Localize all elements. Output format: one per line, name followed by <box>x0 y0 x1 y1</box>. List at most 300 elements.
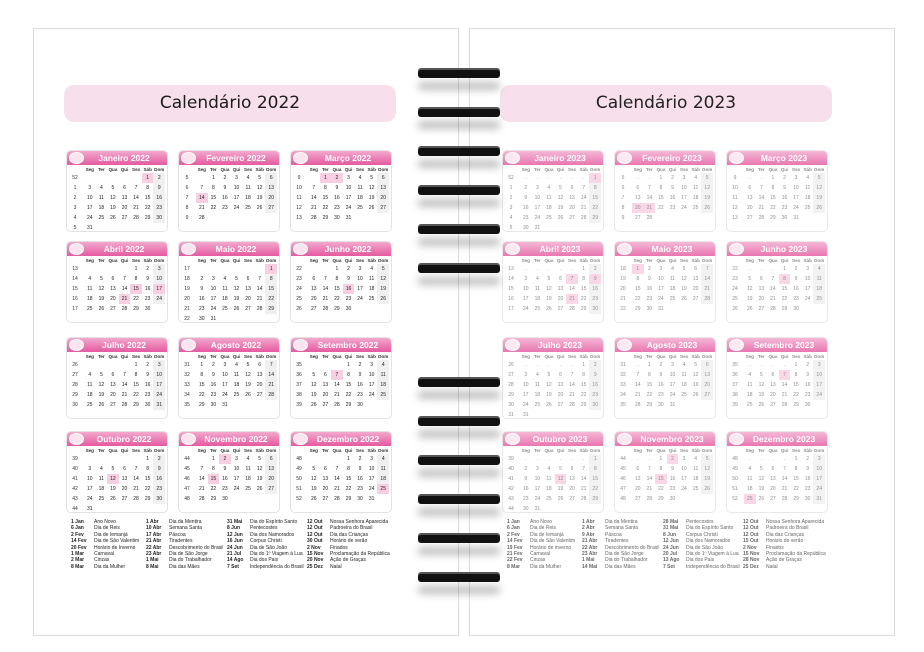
day-cell: 28 <box>781 496 788 502</box>
day-cell: 10 <box>345 185 352 191</box>
day-cell: 29 <box>345 402 352 408</box>
week-number: 47 <box>620 486 626 492</box>
day-cell: 12 <box>758 382 765 388</box>
weekday-label: Ter <box>757 258 765 263</box>
day-cell: 19 <box>546 392 552 398</box>
month-name: Fevereiro 2022 <box>206 153 266 163</box>
week-number: 44 <box>508 506 514 512</box>
day-cell: 13 <box>758 286 765 292</box>
day-cell: 9 <box>647 276 651 282</box>
day-cell: 11 <box>87 382 93 388</box>
day-cell: 31 <box>669 402 676 408</box>
weekday-label: Qui <box>120 448 129 453</box>
day-cell: 18 <box>534 392 541 398</box>
day-cell: 5 <box>246 362 250 368</box>
weekday-label: Sáb <box>143 448 152 453</box>
calendar-page-2022 <box>33 28 459 636</box>
month-calendar <box>178 431 280 513</box>
empty-day <box>320 454 332 464</box>
day-cell: 29 <box>589 494 601 504</box>
day-cell: 15 <box>144 476 151 482</box>
day-cell: 24 <box>345 205 352 211</box>
day-cell: 12 <box>256 185 263 191</box>
holiday-list-column <box>663 519 740 570</box>
day-cell: 6 <box>377 173 389 183</box>
day-cell: 28 <box>334 496 340 502</box>
week-numbers <box>504 454 518 513</box>
day-cell: 23 <box>781 205 788 211</box>
day-cell: 8 <box>582 372 586 378</box>
holiday-name: Corpus Christi <box>686 531 718 538</box>
day-cell: 21 <box>580 486 587 492</box>
day-cell: 12 <box>377 274 389 284</box>
week-number: 30 <box>72 402 78 408</box>
month-header <box>727 151 827 165</box>
day-cell: 21 <box>133 205 139 211</box>
holiday-date: 14 Fev <box>71 538 87 545</box>
week-number: 14 <box>72 276 78 282</box>
day-cell: 24 <box>357 296 363 302</box>
day-cell: 9 <box>671 466 674 472</box>
holiday-date: 25 Dez <box>743 563 759 570</box>
week-number: 32 <box>184 372 190 378</box>
day-cell: 19 <box>98 392 105 398</box>
weekday-label: Sáb <box>367 448 376 453</box>
day-cell: 17 <box>222 382 228 388</box>
day-cell: 11 <box>693 185 699 191</box>
empty-day: . <box>525 456 527 462</box>
day-cell: 12 <box>110 195 116 201</box>
week-number: 41 <box>508 476 514 482</box>
day-cell: 25 <box>377 484 389 494</box>
day-cell: 5 <box>759 372 763 378</box>
day-cell: 29 <box>658 496 664 502</box>
day-cell: 16 <box>153 474 165 484</box>
days-grid <box>196 454 277 513</box>
holiday-name: Dia do 1º Viagem à Lua <box>686 551 739 558</box>
empty-day <box>119 454 131 464</box>
month-calendar <box>290 337 392 419</box>
holiday-date: 12 Out <box>307 519 323 525</box>
day-cell: 18 <box>747 392 753 398</box>
week-numbers <box>728 454 742 504</box>
day-cell: 25 <box>377 390 389 400</box>
day-cell: 28 <box>758 215 765 221</box>
day-cell: 24 <box>658 296 664 302</box>
day-cell: 22 <box>580 392 587 398</box>
day-cell: 19 <box>245 382 251 388</box>
holiday-name: Páscoa <box>169 531 186 538</box>
week-numbers <box>616 360 630 410</box>
month-header <box>727 432 827 446</box>
day-cell: 8 <box>146 466 150 472</box>
day-cell: 15 <box>130 284 142 294</box>
weekday-label: Sáb <box>579 354 588 359</box>
day-cell: 16 <box>343 284 355 294</box>
day-cell: 21 <box>569 392 575 398</box>
empty-day: . <box>548 266 550 272</box>
day-cell: 27 <box>121 496 128 502</box>
holiday-name: Nossa Senhora Aparecida <box>330 519 389 525</box>
day-cell: 27 <box>747 215 753 221</box>
day-cell: 10 <box>681 466 687 472</box>
weekday-label: Seg <box>633 354 642 359</box>
day-cell: 28 <box>580 496 587 502</box>
holiday-date: 16 Jun <box>227 538 243 545</box>
day-cell: 25 <box>233 392 240 398</box>
weekday-label: Dom <box>266 258 277 263</box>
day-cell: 25 <box>692 486 699 492</box>
weekday-label: Dom <box>378 354 389 359</box>
day-cell: 13 <box>557 382 564 388</box>
day-cell: 16 <box>144 286 151 292</box>
day-cell: 30 <box>793 306 799 312</box>
day-cell: 26 <box>692 392 699 398</box>
day-cell: 16 <box>357 382 363 388</box>
day-cell: 7 <box>570 372 574 378</box>
holiday-name: Proclamação da República <box>766 551 826 558</box>
day-cell: 10 <box>681 185 687 191</box>
day-cell: 1 <box>659 175 663 181</box>
holiday-name: Dia do Trabalhador <box>169 557 212 564</box>
holiday-name: Carnaval <box>94 551 115 558</box>
day-cell: 18 <box>87 392 93 398</box>
month-calendar <box>614 337 716 419</box>
week-number: 52 <box>732 496 738 502</box>
day-cell: 19 <box>758 392 765 398</box>
month-name: Março 2023 <box>760 153 808 163</box>
day-cell: 6 <box>570 185 574 191</box>
holiday-name: Dia da Mulher <box>94 563 126 570</box>
weekday-label: Qui <box>556 167 565 172</box>
week-numbers <box>180 360 194 410</box>
weekday-label: Dom <box>702 258 713 263</box>
weekday-label: Seg <box>745 258 754 263</box>
week-number: 34 <box>620 392 626 398</box>
month-name: Dezembro 2022 <box>316 434 380 444</box>
week-number: 37 <box>296 382 302 388</box>
day-cell: 3 <box>813 454 825 464</box>
day-cell: 30 <box>144 402 151 408</box>
weekday-label: Qua <box>332 354 342 359</box>
holiday-name: Ano Novo <box>94 519 116 525</box>
month-calendar <box>502 150 604 232</box>
day-cell: 22 <box>199 392 205 398</box>
holiday-date: 20 Jul <box>663 551 678 558</box>
week-number: 10 <box>732 185 738 191</box>
day-cell: 15 <box>635 286 641 292</box>
day-cell: 15 <box>646 382 653 388</box>
empty-day: . <box>548 175 550 181</box>
day-cell: 15 <box>133 382 139 388</box>
day-cell: 18 <box>222 296 228 302</box>
weekday-label: Sáb <box>255 354 264 359</box>
day-cell: 10 <box>534 476 541 482</box>
holiday-name: Cinzas <box>530 557 546 564</box>
day-cell: 24 <box>153 294 165 304</box>
day-cell: 7 <box>647 185 651 191</box>
day-cell: 5 <box>99 372 103 378</box>
holiday-name: Dia de Reis <box>530 525 556 532</box>
holiday-date: 28 Mai <box>663 519 679 525</box>
weekday-label: Dom <box>814 258 825 263</box>
day-cell: 26 <box>256 205 263 211</box>
day-cell: 25 <box>357 205 363 211</box>
empty-day: . <box>571 362 573 368</box>
weekday-label: Seg <box>309 167 318 172</box>
day-cell: 26 <box>368 205 375 211</box>
empty-day <box>231 264 243 274</box>
day-cell: 8 <box>146 185 150 191</box>
day-cell: 1 <box>347 456 350 462</box>
holiday-date: 21 Abr <box>582 538 598 545</box>
empty-day <box>320 360 332 370</box>
day-cell: 11 <box>534 286 540 292</box>
empty-day: . <box>772 456 774 462</box>
day-cell: 17 <box>368 382 375 388</box>
empty-day <box>308 454 320 464</box>
day-cell: 21 <box>758 205 765 211</box>
weekday-label: Qui <box>668 167 677 172</box>
weekday-label: Sex <box>568 258 577 263</box>
weekday-header <box>84 167 165 172</box>
day-cell: 22 <box>144 486 151 492</box>
day-cell: 27 <box>311 306 317 312</box>
day-cell: 16 <box>793 286 799 292</box>
weekday-label: Qua <box>544 167 554 172</box>
day-cell: 2 <box>223 175 227 181</box>
week-number: 34 <box>184 392 190 398</box>
day-cell: 31 <box>87 506 93 512</box>
day-cell: 22 <box>265 294 277 304</box>
day-cell: 4 <box>535 372 539 378</box>
weekday-label: Dom <box>814 354 825 359</box>
day-cell: 11 <box>377 370 389 380</box>
day-cell: 20 <box>569 486 575 492</box>
days-grid <box>520 360 601 419</box>
weekday-label: Qui <box>232 167 241 172</box>
day-cell: 11 <box>546 476 552 482</box>
weekday-label: Ter <box>533 448 541 453</box>
day-cell: 15 <box>580 286 587 292</box>
day-cell: 22 <box>322 205 329 211</box>
day-cell: 2 <box>589 264 601 274</box>
weekday-label: Seg <box>309 448 318 453</box>
day-cell: 2 <box>667 454 679 464</box>
empty-day <box>96 264 108 274</box>
holiday-name: Padroeira do Brasil <box>330 525 373 532</box>
month-calendar <box>502 431 604 513</box>
weekday-label: Sáb <box>143 258 152 263</box>
weekday-label: Qui <box>232 258 241 263</box>
day-cell: 8 <box>779 274 791 284</box>
day-cell: 5 <box>547 276 551 282</box>
day-cell: 23 <box>334 205 340 211</box>
holiday-name: Dia do 1º Viagem à Lua <box>250 551 303 558</box>
day-cell: 21 <box>781 392 788 398</box>
day-cell: 20 <box>265 193 277 203</box>
weekday-label: Seg <box>85 448 94 453</box>
day-cell: 10 <box>87 476 93 482</box>
day-cell: 1 <box>211 456 215 462</box>
day-cell: 26 <box>758 496 765 502</box>
empty-day: . <box>548 456 550 462</box>
week-number: 11 <box>296 195 302 201</box>
week-number: 26 <box>508 362 514 368</box>
holiday-date: 21 Jul <box>227 551 242 558</box>
day-cell: 27 <box>770 496 776 502</box>
day-cell: 11 <box>813 274 825 284</box>
days-grid <box>196 173 277 232</box>
month-calendar <box>726 431 828 513</box>
week-number: 22 <box>620 306 626 312</box>
day-cell: 6 <box>123 185 126 191</box>
day-cell: 11 <box>87 286 93 292</box>
day-cell: 24 <box>233 205 240 211</box>
day-cell: 11 <box>681 372 687 378</box>
month-name: Outubro 2022 <box>96 434 152 444</box>
day-cell: 17 <box>153 380 165 390</box>
weekday-label: Sáb <box>691 167 700 172</box>
spiral-ring <box>418 418 500 426</box>
day-cell: 7 <box>123 372 126 378</box>
week-number: 3 <box>509 205 513 211</box>
day-cell: 27 <box>121 215 128 221</box>
holiday-name: Tiradentes <box>605 538 629 545</box>
weekday-label: Dom <box>702 167 713 172</box>
month-header <box>291 242 391 256</box>
day-cell: 9 <box>524 195 528 201</box>
spiral-ring <box>418 265 500 273</box>
day-cell: 4 <box>88 372 92 378</box>
day-cell: 1 <box>659 456 663 462</box>
day-cell: 23 <box>357 392 363 398</box>
day-cell: 8 <box>647 372 651 378</box>
day-cell: 14 <box>121 286 128 292</box>
weekday-header <box>84 354 165 359</box>
week-number: 48 <box>732 456 738 462</box>
week-number: 46 <box>184 476 190 482</box>
day-cell: 24 <box>534 496 541 502</box>
week-number: 52 <box>508 175 514 181</box>
empty-day: . <box>582 175 585 181</box>
day-cell: 9 <box>794 276 798 282</box>
week-number: 43 <box>72 496 78 502</box>
month-calendar <box>66 150 168 232</box>
month-calendar <box>290 241 392 323</box>
day-cell: 9 <box>200 286 204 292</box>
holiday-date: 20 Fev <box>71 544 87 551</box>
day-cell: 26 <box>245 392 251 398</box>
holiday-name: Dia do Espírito Santo <box>250 519 298 525</box>
day-cell: 22 <box>210 205 217 211</box>
holiday-name: Ação de Graças <box>330 557 366 564</box>
day-cell: 17 <box>534 486 541 492</box>
day-cell: 3 <box>671 362 674 368</box>
day-cell: 21 <box>770 296 776 302</box>
day-cell: 3 <box>524 276 528 282</box>
day-cell: 11 <box>369 276 375 282</box>
weekday-label: Seg <box>745 448 754 453</box>
day-cell: 20 <box>311 296 317 302</box>
weekday-label: Qui <box>556 258 565 263</box>
weekday-header <box>84 258 165 263</box>
day-cell: 30 <box>199 316 205 322</box>
day-cell: 29 <box>144 215 151 221</box>
day-cell: 8 <box>200 372 204 378</box>
day-cell: 15 <box>781 286 788 292</box>
day-cell: 14 <box>781 476 788 482</box>
day-cell: 17 <box>793 195 799 201</box>
day-cell: 22 <box>133 296 139 302</box>
month-calendar <box>178 241 280 323</box>
weekday-label: Ter <box>645 448 653 453</box>
day-cell: 12 <box>233 286 240 292</box>
day-cell: 13 <box>377 183 389 193</box>
day-cell: 26 <box>377 294 389 304</box>
day-cell: 23 <box>153 484 165 494</box>
day-cell: 4 <box>99 185 103 191</box>
week-number: 39 <box>508 456 514 462</box>
day-cell: 27 <box>265 203 277 213</box>
weekday-label: Sex <box>792 167 801 172</box>
week-number: 27 <box>508 372 514 378</box>
day-cell: 7 <box>200 185 204 191</box>
day-cell: 19 <box>557 486 564 492</box>
day-cell: 18 <box>377 474 389 484</box>
day-cell: 31 <box>153 400 165 410</box>
day-cell: 15 <box>208 474 220 484</box>
holiday-name: Natal <box>766 563 778 570</box>
weekday-label: Dom <box>266 448 277 453</box>
day-cell: 9 <box>153 183 165 193</box>
holiday-name: Descobrimento do Brasil <box>169 544 224 551</box>
day-cell: 4 <box>358 175 362 181</box>
day-cell: 27 <box>256 392 263 398</box>
day-cell: 20 <box>747 205 753 211</box>
days-grid <box>632 173 713 232</box>
day-cell: 7 <box>123 276 126 282</box>
day-cell: 8 <box>582 276 586 282</box>
holiday-name: Finados <box>766 544 784 551</box>
day-cell: 9 <box>223 466 227 472</box>
day-cell: 24 <box>210 306 217 312</box>
day-cell: 25 <box>87 306 93 312</box>
holiday-date: 7 Set <box>227 563 239 570</box>
weekday-label: Qui <box>232 354 241 359</box>
holiday-date: 12 Out <box>743 531 759 538</box>
weekday-label: Sáb <box>255 448 264 453</box>
day-cell: 13 <box>635 195 641 201</box>
day-cell: 6 <box>246 276 250 282</box>
day-cell: 9 <box>335 185 339 191</box>
empty-day <box>208 264 220 274</box>
week-number: 39 <box>72 456 78 462</box>
day-cell: 16 <box>199 296 205 302</box>
day-cell: 10 <box>222 372 228 378</box>
empty-day: . <box>559 175 562 181</box>
day-cell: 22 <box>334 296 340 302</box>
weekday-label: Qui <box>556 448 565 453</box>
day-cell: 19 <box>701 193 713 203</box>
month-calendar <box>178 150 280 232</box>
day-cell: 10 <box>523 286 529 292</box>
day-cell: 7 <box>759 185 763 191</box>
month-header <box>503 432 603 446</box>
day-cell: 3 <box>370 362 374 368</box>
day-cell: 2 <box>794 266 798 272</box>
days-grid <box>520 173 601 232</box>
